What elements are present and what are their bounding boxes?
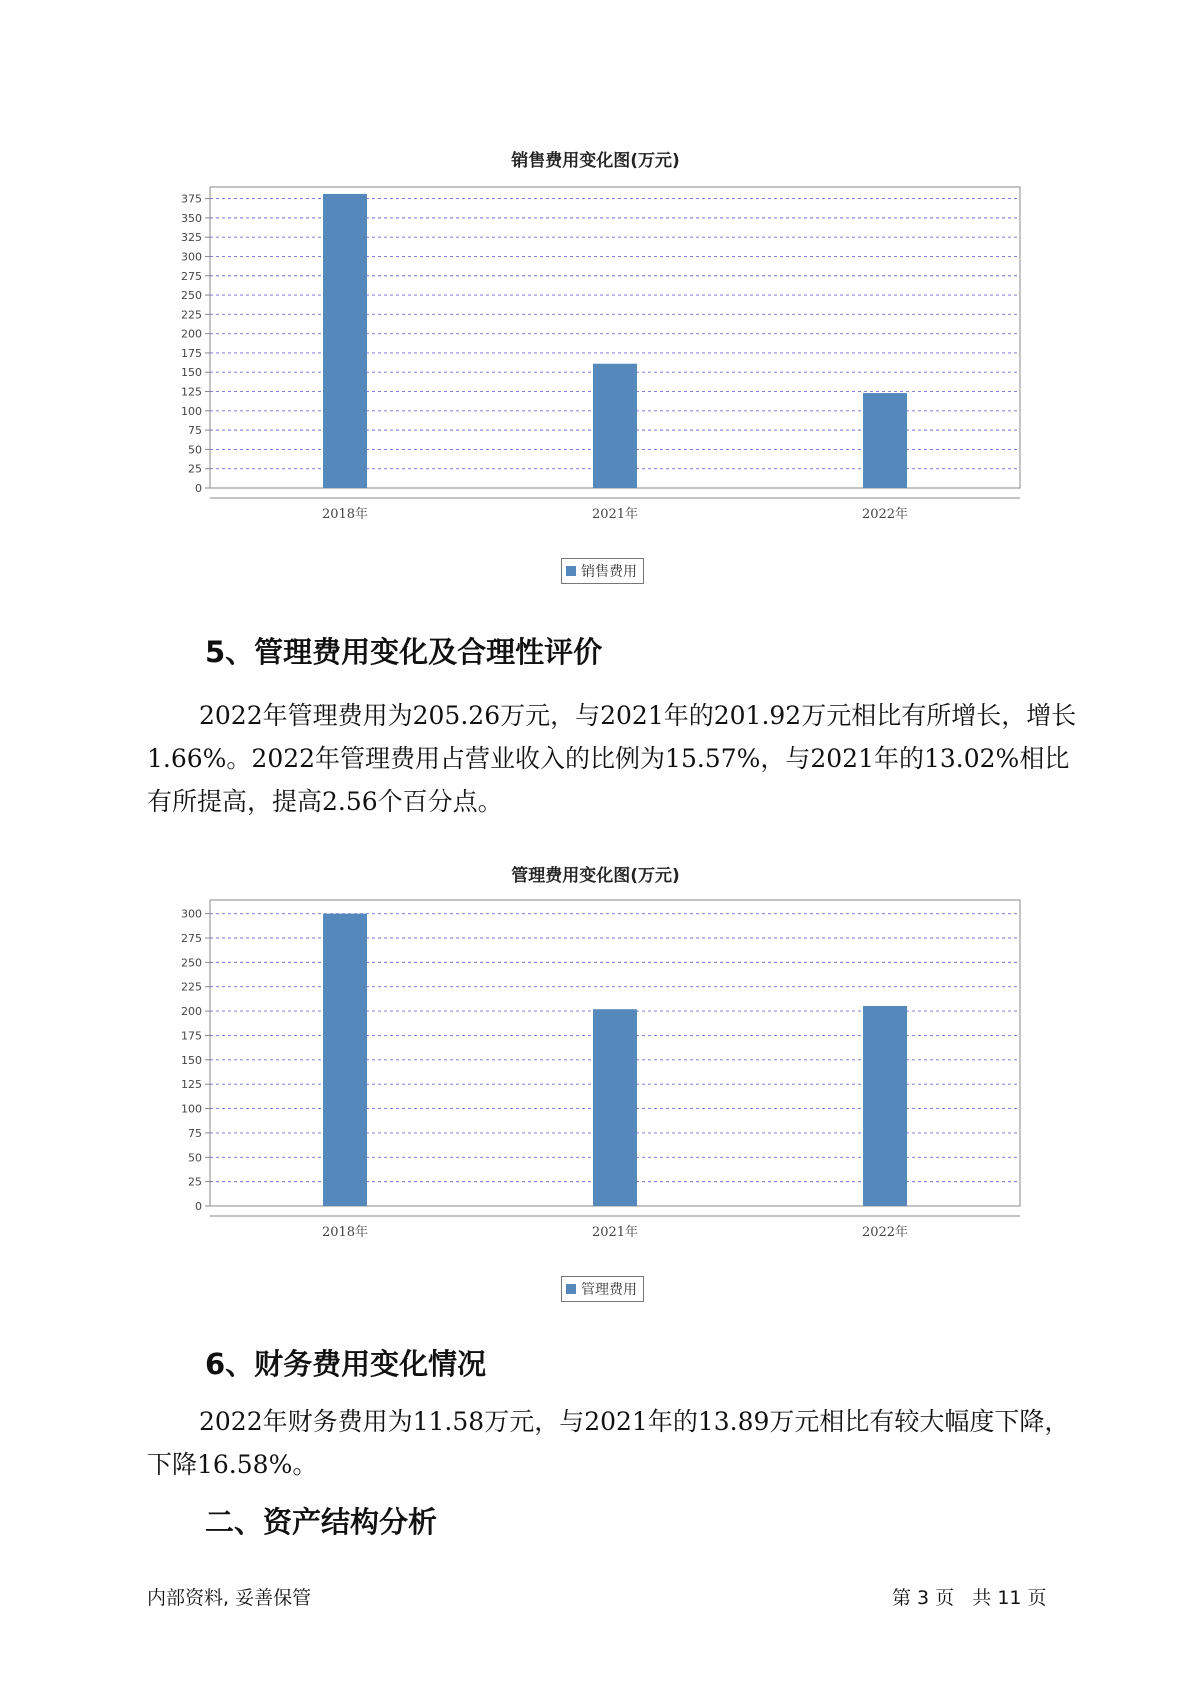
y-tick-label: 175 (181, 346, 202, 360)
page-number: 第 3 页 共 11 页 (892, 1587, 1047, 1609)
x-tick-label: 2022年 (861, 507, 909, 520)
y-tick-label: 75 (188, 1126, 202, 1140)
x-tick-label: 2021年 (591, 1225, 639, 1238)
sales-chart-legend (561, 558, 644, 584)
bar-2018年 (323, 194, 367, 488)
y-tick-label: 25 (188, 1175, 202, 1189)
admin-chart-title: 管理费用变化图(万元) (511, 866, 680, 886)
y-tick-label: 75 (188, 424, 202, 438)
y-tick-label: 125 (181, 1078, 202, 1092)
bar-2021年 (593, 1009, 637, 1206)
y-tick-label: 175 (181, 1029, 202, 1043)
bar-2018年 (323, 914, 367, 1206)
y-tick-label: 100 (181, 404, 202, 418)
bar-2022年 (863, 1006, 907, 1206)
admin-expense-chart (150, 888, 1030, 1238)
y-tick-label: 250 (181, 289, 202, 303)
y-tick-label: 275 (181, 932, 202, 946)
y-tick-label: 50 (188, 443, 202, 457)
footer-note: 内部资料, 妥善保管 (147, 1587, 312, 1609)
y-tick-label: 325 (181, 231, 202, 245)
y-tick-label: 300 (181, 907, 202, 921)
legend-swatch (566, 566, 576, 576)
legend-swatch (566, 1284, 576, 1294)
y-tick-label: 100 (181, 1102, 202, 1116)
legend-label: 销售费用 (581, 564, 637, 580)
sales-chart-title: 销售费用变化图(万元) (511, 151, 680, 171)
bar-2021年 (593, 364, 637, 488)
section-6-heading: 6、财务费用变化情况 (205, 1347, 487, 1381)
y-tick-label: 150 (181, 366, 202, 380)
y-tick-label: 125 (181, 385, 202, 399)
y-tick-label: 375 (181, 192, 202, 206)
y-tick-label: 350 (181, 211, 202, 225)
y-tick-label: 0 (195, 482, 202, 495)
x-tick-label: 2021年 (591, 507, 639, 520)
bar-2022年 (863, 393, 907, 488)
y-tick-label: 300 (181, 250, 202, 264)
section-5-paragraph: 2022年管理费用为205.26万元，与2021年的201.92万元相比有所增长，增长1.66%。2022年管理费用占营业收入的比例为15.57%，与2021年的13.02%相比有所提高，提高2.56个百分点。 (147, 701, 1077, 816)
admin-chart-legend (561, 1276, 644, 1302)
y-tick-label: 250 (181, 956, 202, 970)
section-6-paragraph: 2022年财务费用为11.58万元，与2021年的13.89万元相比有较大幅度下降，下降16.58%。 (147, 1407, 1070, 1479)
y-tick-label: 225 (181, 980, 202, 994)
sales-expense-chart (150, 170, 1030, 520)
y-tick-label: 200 (181, 1005, 202, 1019)
x-tick-label: 2022年 (861, 1225, 909, 1238)
y-tick-label: 25 (188, 462, 202, 476)
y-tick-label: 150 (181, 1053, 202, 1067)
section-5-heading: 5、管理费用变化及合理性评价 (205, 635, 603, 669)
x-tick-label: 2018年 (321, 1225, 369, 1238)
y-tick-label: 0 (195, 1200, 202, 1213)
legend-label: 管理费用 (581, 1282, 637, 1298)
y-tick-label: 225 (181, 308, 202, 322)
y-tick-label: 200 (181, 327, 202, 341)
y-tick-label: 50 (188, 1151, 202, 1165)
x-tick-label: 2018年 (321, 507, 369, 520)
y-tick-label: 275 (181, 269, 202, 283)
section-2-heading: 二、资产结构分析 (205, 1505, 438, 1539)
